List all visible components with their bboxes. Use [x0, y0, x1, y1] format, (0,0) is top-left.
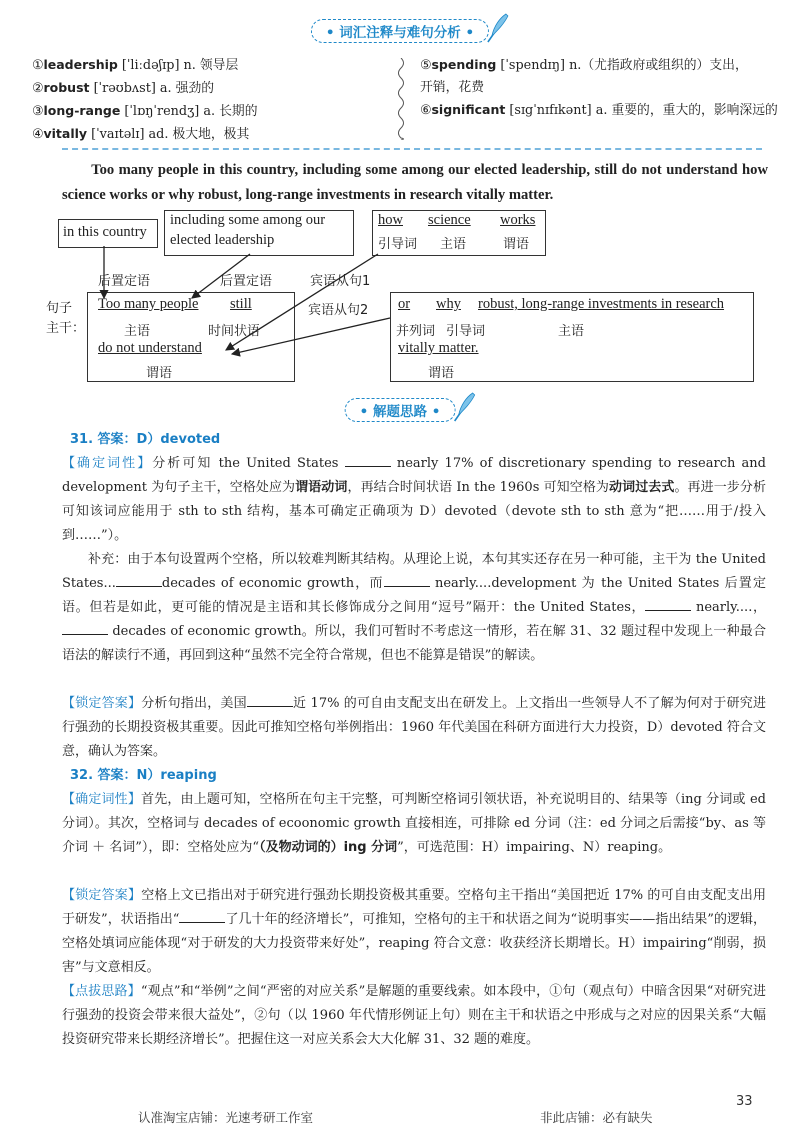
diagram-label: 主语 [558, 324, 585, 339]
footer-left: 认准淘宝店铺：光速考研工作室 [138, 1110, 314, 1125]
diagram-label: 谓语 [503, 237, 530, 252]
page-number: 33 [736, 1094, 753, 1109]
vocab-item: ①leadership [ˈliːdəʃɪp] n. 领导层 [32, 57, 239, 73]
diagram-label: 时间状语 [208, 324, 261, 339]
vocab-item: ②robust [ˈrəʊbʌst] a. 强劲的 [32, 80, 215, 96]
diagram-label: 主语 [440, 237, 467, 252]
diagram-text: robust, long-range investments in research [478, 296, 725, 312]
paragraph-hint: 【点拔思路】“观点”和“举例”之间“严密的对应关系”是解题的重要线索。如本段中，①句（观点句）中暗含因果“对研究进行强劲的投资会带来很大益处”，②句（以 1960 年代情形例证上句）则在主干和状语之中形成与之对应的因果关系“大幅投资研究带来长期经济增长”。把握住这一对应关系会大大化解 31、32 题的难度。 [62, 984, 766, 1047]
quill-icon [450, 391, 476, 423]
diagram-text: or [398, 296, 411, 312]
diagram-text: including some among our [170, 212, 326, 228]
diagram-label: 并列词 [396, 324, 436, 339]
diagram-label: 主干： [46, 321, 86, 336]
diagram-text: elected leadership [170, 232, 275, 248]
paragraph-supplement: 补充：由于本句设置两个空格，所以较难判断其结构。从理论上说，本句其实还存在另一种可能，主干为 the United States... decades of economic growth，而 nearly....development 为 the United States 后置定语。但若是如此，更可能的情况是主语和其长修饰成分之间用“逗号”隔开：the United States， nearly....， decades of economic growth。所以，我们可暂时不考虑这一情形，若在解 31、32 题过程中发现上一种最合语法的解读行不通，再回到这种“虽然不完全符合常规，但也不能算是错误”的解读。 [62, 552, 766, 663]
vocab-item: ④vitally [ˈvaɪtəlɪ] ad. 极大地，极其 [32, 126, 250, 142]
diagram-label: 谓语 [146, 366, 173, 381]
footer-right: 非此店铺：必有缺失 [540, 1110, 653, 1125]
diagram-label: 句子 [46, 301, 73, 316]
diagram-label: 宾语从句2 [308, 303, 369, 318]
section-banner-solution [345, 398, 456, 422]
diagram-text: how [378, 212, 403, 228]
diagram-text: science [428, 212, 471, 228]
answer-32: 32. 答案：N）reaping [70, 768, 217, 783]
diagram-text: still [230, 296, 252, 312]
difficult-sentence: Too many people in this country, including some among our elected leadership, still do not understand how science works or why robust, long-range investments in research vitally matter. [62, 162, 768, 203]
vocab-item: ③long-range [ˈlɒŋˈrendʒ] a. 长期的 [32, 103, 258, 119]
vocab-item: 开销，花费 [420, 80, 484, 95]
answer-31: 31. 答案：D）devoted [70, 432, 221, 447]
diagram-text: works [500, 212, 536, 228]
paragraph-pos-32: 【确定词性】首先，由上题可知，空格所在句主干完整，可判断空格词引领状语，补充说明目的、结果等（ing 分词或 ed 分词）。其次，空格词与 decades of ecoonomic growth 直接相连，可排除 ed 分词（注：ed 分词之后需接“by、as 等介词 ＋ 名词”），即：空格处应为“（及物动词的）ing 分词”，可选范围：H）impairing、N）reaping。 [62, 792, 766, 855]
diagram-label: 引导词 [378, 237, 418, 252]
diagram-label: 谓语 [428, 366, 455, 381]
diagram-label: 主语 [124, 324, 151, 339]
diagram-arrows [0, 0, 800, 400]
paragraph-lock-32: 【锁定答案】空格上文已指出对于研究进行强劲长期投资极其重要。空格句主干指出“美国把近 17% 的可自由支配支出用于研发”，状语指出“ 了几十年的经济增长”，可推知，空格句的主干和状语之间为“说明事实——指出结果”的逻辑，空格处填词应能体现“对于研发的大力投资带来好处”，reaping 符合文意：收获经济长期增长。H）impairing“削弱，损害”与文意相反。 [62, 888, 766, 975]
diagram-text: in this country [63, 224, 147, 240]
diagram-text: Too many people [98, 296, 199, 312]
diagram-label: 引导词 [446, 324, 486, 339]
diagram-label: 后置定语 [220, 274, 273, 289]
banner-title: • 解题思路 • [359, 404, 441, 420]
vocab-item: ⑤spending [ˈspendɪŋ] n.（尤指政府或组织的）支出， [420, 57, 748, 73]
paragraph-lock-31: 【锁定答案】分析句指出，美国 近 17% 的可自由支配支出在研发上。上文指出一些领导人不了解为何对于研究进行强劲的长期投资极其重要。因此可推知空格句举例指出：1960 年代美国在科研方面进行大力投资，D）devoted 符合文意，确认为答案。 [62, 696, 766, 759]
paragraph-pos-31: 【确定词性】分析可知 the United States nearly 17% of discretionary spending to research and development 为句子主干，空格处应为谓语动词，再结合时间状语 In the 1960s 可知空格为动词过去式。再进一步分析可知该词应能用于 sth to sth 结构，基本可确定正确项为 D）devoted（devote sth to sth 意为“把……用于/投入到……”）。 [62, 456, 766, 543]
diagram-label: 宾语从句1 [310, 274, 371, 289]
diagram-text: vitally matter. [398, 340, 479, 356]
vocab-item: ⑥significant [sɪgˈnɪfɪkənt] a. 重要的，重大的，影响深远的 [420, 102, 778, 118]
banner-title: • 词汇注释与难句分析 • [325, 25, 475, 41]
diagram-text: do not understand [98, 340, 202, 356]
diagram-label: 后置定语 [98, 274, 151, 289]
diagram-text: why [436, 296, 461, 312]
